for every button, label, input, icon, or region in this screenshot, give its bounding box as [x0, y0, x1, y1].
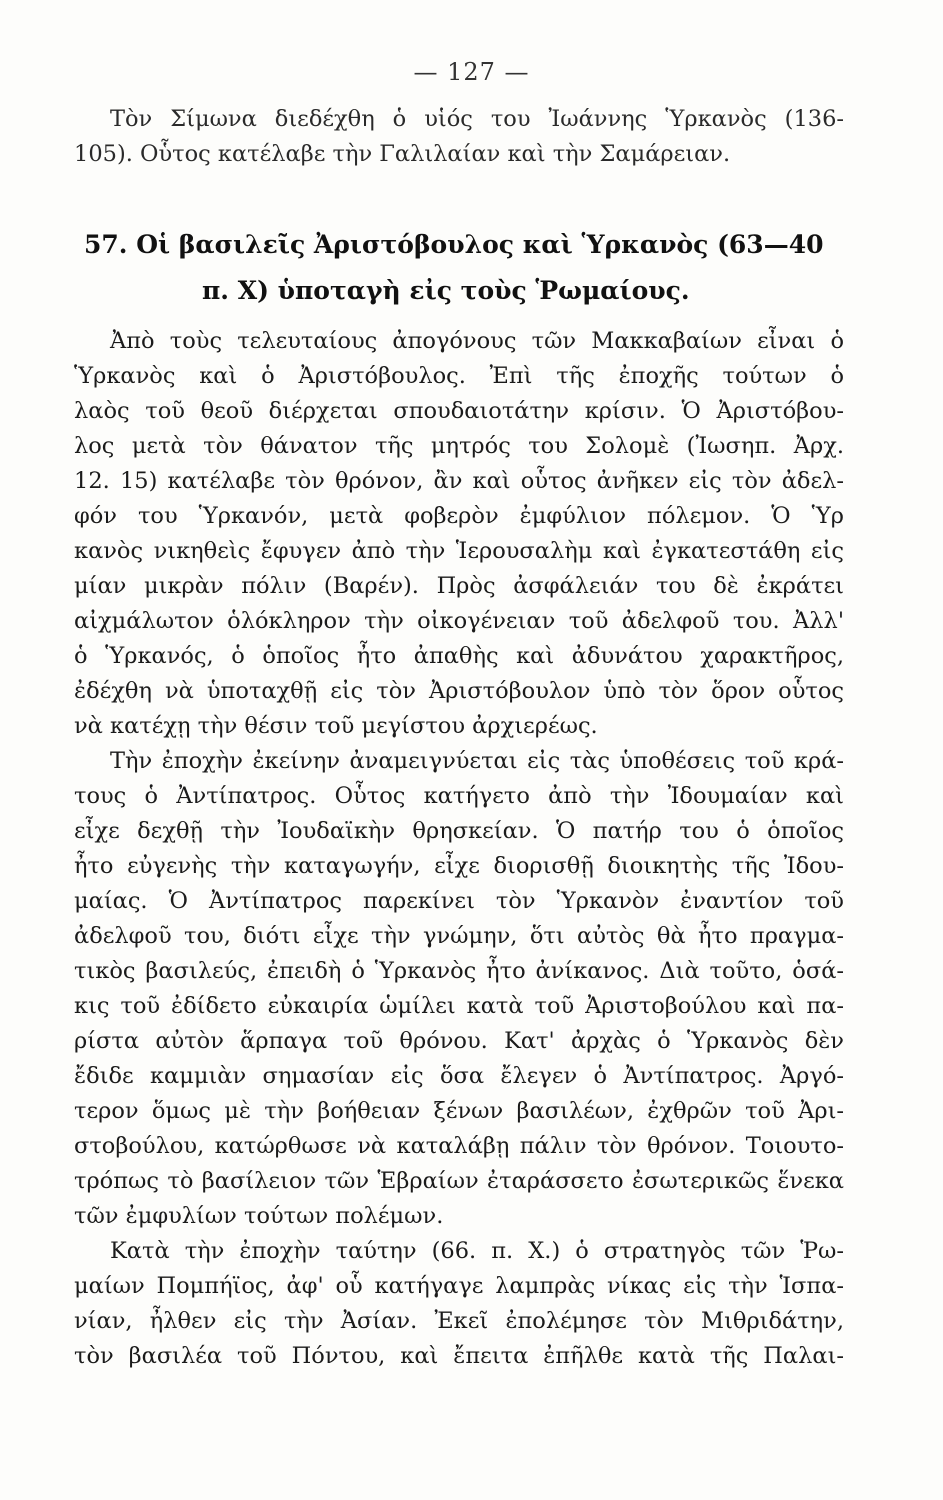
text-line: στοβούλου, κατώρθωσε νὰ καταλάβῃ πάλιν τὸν θρόνον. Τοιουτο- [74, 1133, 844, 1159]
text-line: ρίστα αὐτὸν ἅρπαγα τοῦ θρόνου. Κατ' ἀρχὰς ὁ Ὑρκανὸς δὲν [74, 1028, 844, 1054]
text-line: Ἀπὸ τοὺς τελευταίους ἀπογόνους τῶν Μακκαβαίων εἶναι ὁ [110, 328, 844, 354]
text-line: ἐδέχθη νὰ ὑποταχθῇ εἰς τὸν Ἀριστόβουλον ὑπὸ τὸν ὅρον οὗτος [74, 678, 844, 704]
section-heading-line: π. Χ) ὑποταγὴ εἰς τοὺς Ῥωμαίους. [202, 276, 690, 305]
text-line: τρόπως τὸ βασίλειον τῶν Ἑβραίων ἐταράσσετο ἐσωτερικῶς ἕνεκα [74, 1168, 844, 1194]
text-line: Κατὰ τὴν ἐποχὴν ταύτην (66. π. Χ.) ὁ στρατηγὸς τῶν Ῥω- [110, 1238, 844, 1264]
text-line: 105). Οὗτος κατέλαβε τὴν Γαλιλαίαν καὶ τὴν Σαμάρειαν. [74, 141, 731, 167]
text-line: νίαν, ἦλθεν εἰς τὴν Ἀσίαν. Ἐκεῖ ἐπολέμησε τὸν Μιθριδάτην, [74, 1308, 844, 1334]
text-line: λαὸς τοῦ θεοῦ διέρχεται σπουδαιοτάτην κρίσιν. Ὁ Ἀριστόβου- [74, 398, 844, 424]
text-line: λος μετὰ τὸν θάνατον τῆς μητρός του Σολομὲ (Ἰωσηπ. Ἀρχ. [74, 433, 844, 459]
text-line: ἔδιδε καμμιὰν σημασίαν εἰς ὅσα ἔλεγεν ὁ Ἀντίπατρος. Ἀργό- [74, 1063, 844, 1089]
text-line: μίαν μικρὰν πόλιν (Βαρέν). Πρὸς ἀσφάλειάν του δὲ ἐκράτει [74, 573, 844, 599]
text-line: νὰ κατέχῃ τὴν θέσιν τοῦ μεγίστου ἀρχιερέως. [74, 713, 598, 739]
text-line: ἀδελφοῦ του, διότι εἶχε τὴν γνώμην, ὅτι αὐτὸς θὰ ἦτο πραγμα- [74, 923, 844, 949]
text-line: ὁ Ὑρκανός, ὁ ὁποῖος ἦτο ἀπαθὴς καὶ ἀδυνάτου χαρακτῆρος, [74, 643, 844, 669]
text-line: μαίας. Ὁ Ἀντίπατρος παρεκίνει τὸν Ὑρκανὸν ἐναντίον τοῦ [74, 888, 844, 914]
intro-paragraph [74, 102, 844, 172]
section-heading-line: 57. Οἱ βασιλεῖς Ἀριστόβουλος καὶ Ὑρκανὸς (63—40 [84, 230, 824, 259]
text-line: κανὸς νικηθεὶς ἔφυγεν ἀπὸ τὴν Ἱερουσαλὴμ καὶ ἐγκατεστάθη εἰς [74, 538, 844, 564]
text-line: τὸν βασιλέα τοῦ Πόντου, καὶ ἔπειτα ἐπῆλθε κατὰ τῆς Παλαι- [74, 1343, 844, 1369]
text-line: Τὸν Σίμωνα διεδέχθη ὁ υἱός του Ἰωάννης Ὑρκανὸς (136- [110, 106, 844, 132]
text-line: τῶν ἐμφυλίων τούτων πολέμων. [74, 1203, 444, 1229]
text-line: 12. 15) κατέλαβε τὸν θρόνον, ἂν καὶ οὗτος ἀνῆκεν εἰς τὸν ἀδελ- [74, 468, 844, 494]
text-line: κις τοῦ ἐδίδετο εὐκαιρία ὡμίλει κατὰ τοῦ Ἀριστοβούλου καὶ πα- [74, 993, 844, 1019]
text-line: τερον ὅμως μὲ τὴν βοήθειαν ξένων βασιλέων, ἐχθρῶν τοῦ Ἀρι- [74, 1098, 844, 1124]
text-line: αἰχμάλωτον ὁλόκληρον τὴν οἰκογένειαν τοῦ ἀδελφοῦ του. Ἀλλ' [74, 608, 844, 634]
text-line: φόν του Ὑρκανόν, μετὰ φοβερὸν ἐμφύλιον πόλεμον. Ὁ Ὑρ [74, 503, 844, 529]
text-line: μαίων Πομπήϊος, ἀφ' οὗ κατήγαγε λαμπρὰς νίκας εἰς τὴν Ἱσπα- [74, 1273, 844, 1299]
text-line: Τὴν ἐποχὴν ἐκείνην ἀναμειγνύεται εἰς τὰς ὑποθέσεις τοῦ κρά- [110, 748, 844, 774]
body-text [74, 324, 844, 1374]
page-number: — 127 — [413, 58, 530, 86]
text-line: ἦτο εὐγενὴς τὴν καταγωγήν, εἶχε διορισθῇ διοικητὴς τῆς Ἰδου- [74, 853, 844, 879]
text-line: εἶχε δεχθῇ τὴν Ἰουδαϊκὴν θρησκείαν. Ὁ πατήρ του ὁ ὁποῖος [74, 818, 844, 844]
text-line: Ὑρκανὸς καὶ ὁ Ἀριστόβουλος. Ἐπὶ τῆς ἐποχῆς τούτων ὁ [74, 363, 844, 389]
text-line: τους ὁ Ἀντίπατρος. Οὗτος κατήγετο ἀπὸ τὴν Ἰδουμαίαν καὶ [74, 783, 844, 809]
text-line: τικὸς βασιλεύς, ἐπειδὴ ὁ Ὑρκανὸς ἦτο ἀνίκανος. Διὰ τοῦτο, ὁσά- [74, 958, 844, 984]
section-heading [74, 222, 844, 314]
